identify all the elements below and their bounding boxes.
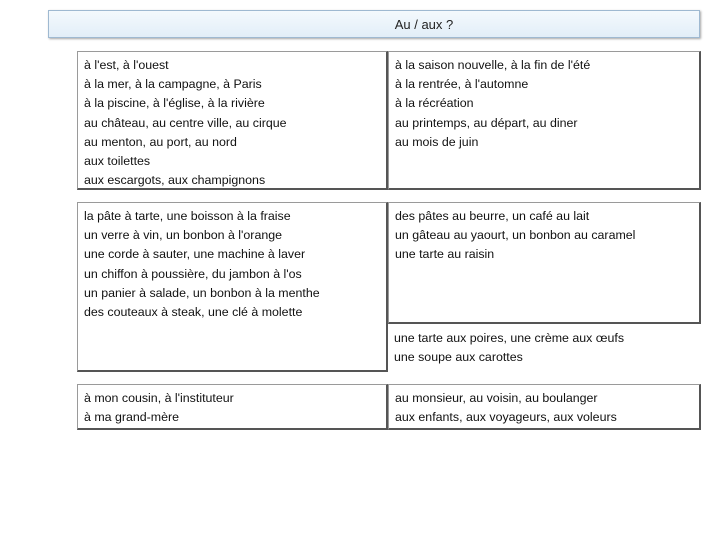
row2-left-cell xyxy=(77,202,388,372)
row1-left-line: aux escargots, aux champignons xyxy=(84,173,266,188)
row2-right-cell xyxy=(388,202,701,324)
row3-left-line: à ma grand-mère xyxy=(84,410,180,425)
row1-right-cell xyxy=(388,51,701,190)
row1-left-cell xyxy=(77,51,388,190)
row1-left-line: à l'est, à l'ouest xyxy=(84,58,169,72)
row3-left-cell xyxy=(77,384,388,430)
row2-right-extra-line: une tarte aux poires, une crème aux œufs xyxy=(394,331,625,345)
row3-right-cell xyxy=(388,384,701,430)
row2-right-line: un gâteau au yaourt, un bonbon au caramel xyxy=(395,228,636,243)
title-banner xyxy=(48,10,700,38)
row2-left-line: un panier à salade, un bonbon à la menthe xyxy=(84,285,320,300)
row1-right-line: au mois de juin xyxy=(395,134,479,149)
row1-left-line: à la mer, à la campagne, à Paris xyxy=(84,77,262,92)
row1-left-line: à la piscine, à l'église, à la rivière xyxy=(84,96,265,111)
page-title: Au / aux ? xyxy=(394,16,454,32)
row2-right-extra xyxy=(388,325,701,371)
row1-right-line: à la saison nouvelle, à la fin de l'été xyxy=(395,58,591,72)
row3-right-line: aux enfants, aux voyageurs, aux voleurs xyxy=(395,410,617,425)
row2-right-extra-line: une soupe aux carottes xyxy=(394,350,523,365)
row2-left-line: un chiffon à poussière, du jambon à l'os xyxy=(84,266,302,281)
row1-left-line: au menton, au port, au nord xyxy=(84,134,237,149)
row2-left-line: un verre à vin, un bonbon à l'orange xyxy=(84,228,283,243)
row3-left-line: à mon cousin, à l'instituteur xyxy=(84,391,234,405)
row3-right-line: au monsieur, au voisin, au boulanger xyxy=(395,391,598,405)
row2-left-line: une corde à sauter, une machine à laver xyxy=(84,247,306,262)
row2-right-line: des pâtes au beurre, un café au lait xyxy=(395,209,590,223)
row2-left-line: la pâte à tarte, une boisson à la fraise xyxy=(84,209,291,223)
row1-right-line: à la rentrée, à l'automne xyxy=(395,77,529,92)
row1-left-line: au château, au centre ville, au cirque xyxy=(84,115,287,130)
row1-right-line: au printemps, au départ, au diner xyxy=(395,115,578,130)
row1-right-line: à la récréation xyxy=(395,96,474,111)
row2-right-line: une tarte au raisin xyxy=(395,247,495,262)
row1-left-line: aux toilettes xyxy=(84,154,151,169)
row2-left-line: des couteaux à steak, une clé à molette xyxy=(84,305,303,320)
